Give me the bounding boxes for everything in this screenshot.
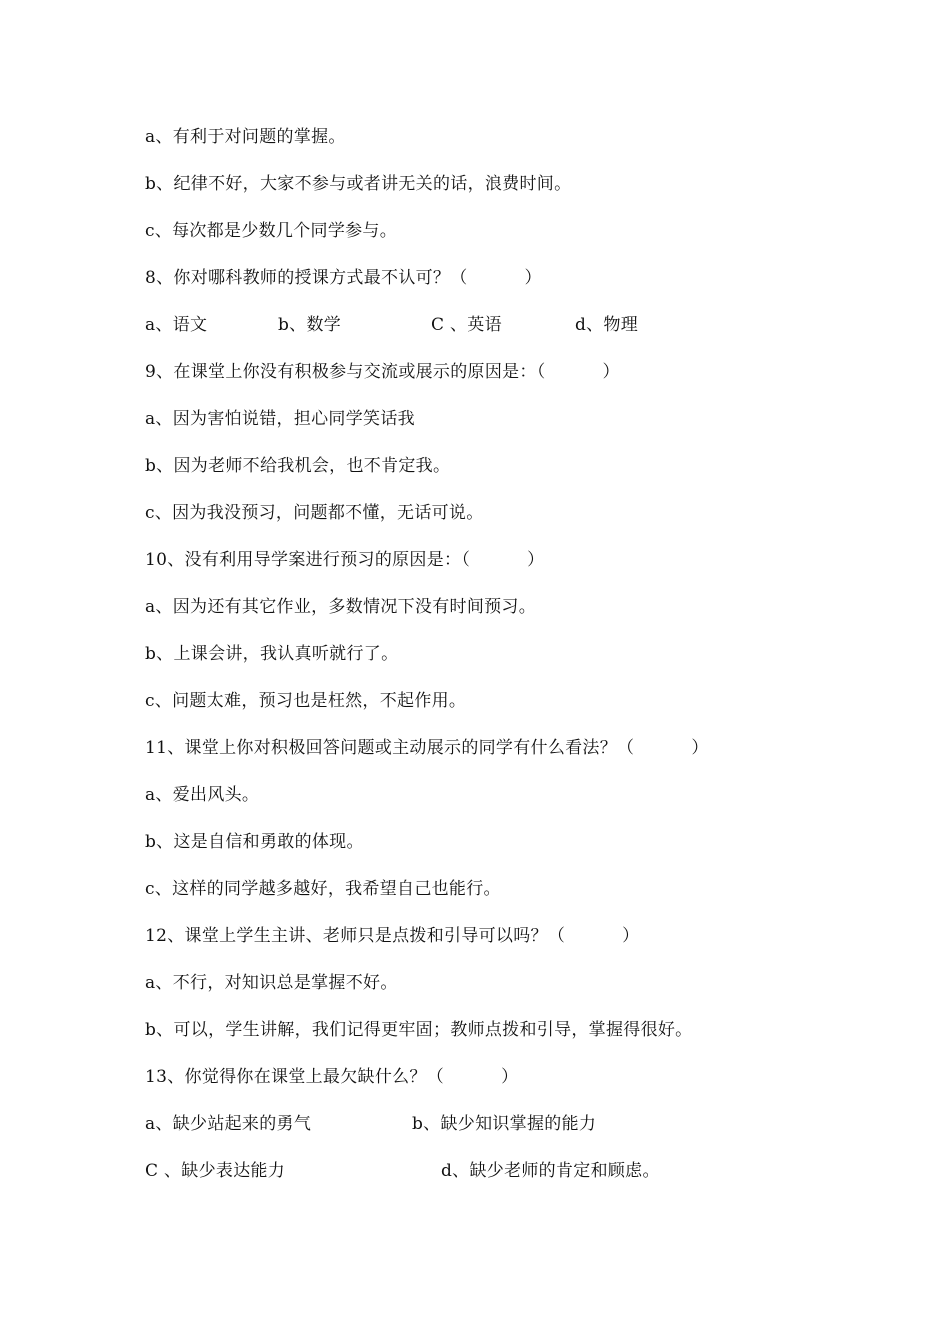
options-row [145, 1158, 765, 1184]
option-line: a、因为害怕说错，担心同学笑话我 [145, 409, 415, 429]
option-line: b、可以，学生讲解，我们记得更牢固；教师点拨和引导，掌握得很好。 [145, 1020, 693, 1040]
question-line: 13、你觉得你在课堂上最欠缺什么？（ ） [145, 1067, 519, 1087]
options-row [145, 312, 765, 338]
question-line: 11、课堂上你对积极回答问题或主动展示的同学有什么看法？（ ） [145, 738, 709, 758]
option-segment: C 、缺少表达能力 [145, 1161, 286, 1181]
option-segment: a、语文 [145, 315, 208, 335]
question-line: 8、你对哪科教师的授课方式最不认可？（ ） [145, 268, 542, 288]
option-line: b、上课会讲，我认真听就行了。 [145, 644, 399, 664]
question-line: 12、课堂上学生主讲、老师只是点拨和引导可以吗？（ ） [145, 926, 640, 946]
option-line: a、因为还有其它作业，多数情况下没有时间预习。 [145, 597, 537, 617]
options-row [145, 1111, 765, 1137]
option-line: c、因为我没预习，问题都不懂，无话可说。 [145, 503, 484, 523]
option-line: b、因为老师不给我机会，也不肯定我。 [145, 456, 451, 476]
option-line: a、有利于对问题的掌握。 [145, 127, 346, 147]
option-segment: C 、英语 [431, 315, 502, 335]
option-line: b、这是自信和勇敢的体现。 [145, 832, 364, 852]
option-line: a、不行，对知识总是掌握不好。 [145, 973, 398, 993]
option-line: a、爱出风头。 [145, 785, 260, 805]
question-line: 9、在课堂上你没有积极参与交流或展示的原因是：（ ） [145, 362, 620, 382]
option-line: b、纪律不好，大家不参与或者讲无关的话，浪费时间。 [145, 174, 572, 194]
question-line: 10、没有利用导学案进行预习的原因是：（ ） [145, 550, 545, 570]
option-segment: a、缺少站起来的勇气 [145, 1114, 312, 1134]
option-line: c、每次都是少数几个同学参与。 [145, 221, 398, 241]
option-segment: d、物理 [575, 315, 639, 335]
option-segment: d、缺少老师的肯定和顾虑。 [441, 1161, 660, 1181]
option-line: c、问题太难，预习也是枉然，不起作用。 [145, 691, 467, 711]
option-line: c、这样的同学越多越好，我希望自己也能行。 [145, 879, 501, 899]
option-segment: b、数学 [278, 315, 342, 335]
option-segment: b、缺少知识掌握的能力 [412, 1114, 597, 1134]
